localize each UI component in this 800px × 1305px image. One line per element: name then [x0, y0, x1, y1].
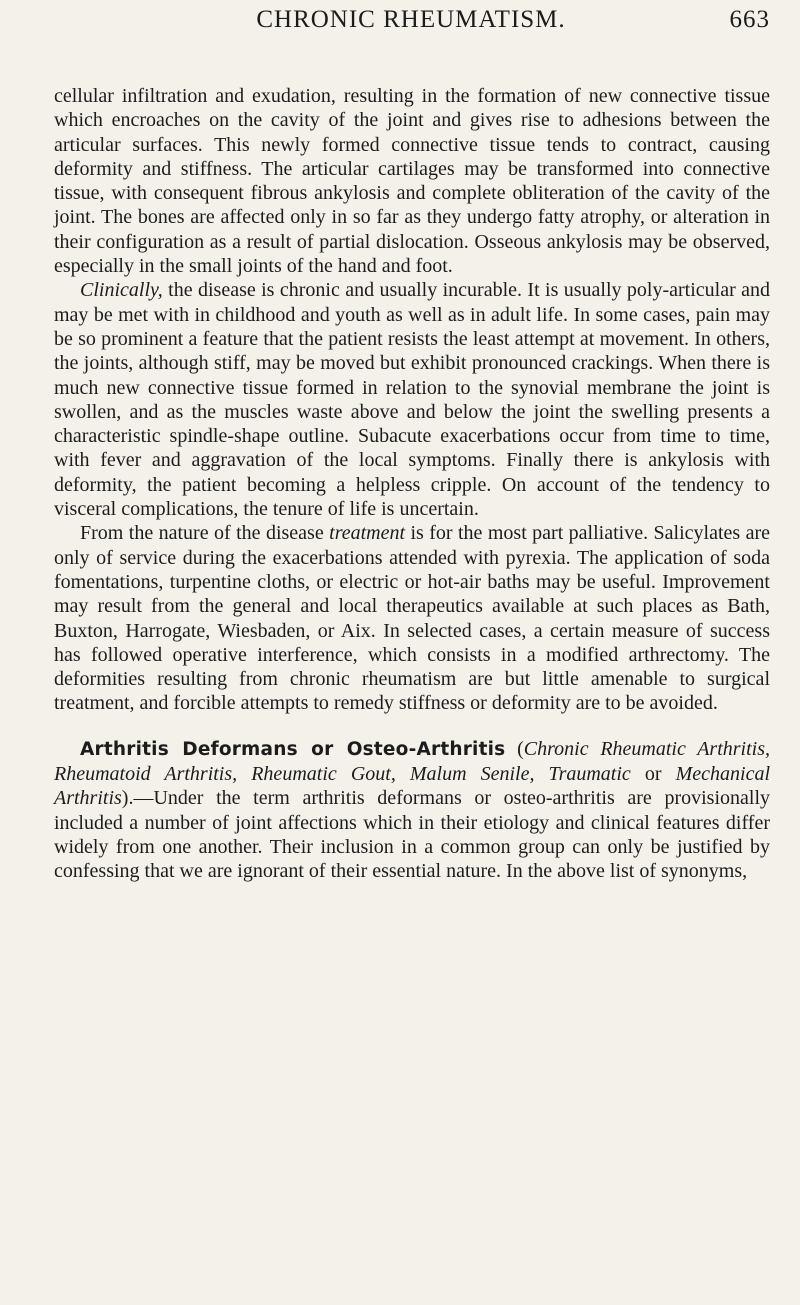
paragraph-text-start: From the nature of the disease: [80, 522, 330, 545]
section-text: —Under the term arthritis deformans or osteo-arthritis are provisionally included a number of joint affections which in their etiology and clinical features differ widely from one another. Their inclusion in a common group can only be justified by confessing that we are ignorant of their essential nature. In the above list of synonyms,: [54, 787, 770, 883]
page-number: 663: [729, 6, 770, 33]
synonyms-or: or: [630, 763, 676, 786]
paragraph-clinically: [54, 278, 770, 521]
running-head: [52, 6, 770, 46]
running-title: CHRONIC RHEUMATISM.: [256, 6, 566, 33]
synonyms-italic-2: Mechanical Arthritis: [54, 763, 770, 810]
paragraph-text-rest: is for the most part palliative. Salicylates are only of service during the exacerbations attended with pyrexia. The application of soda fomentations, turpentine cloths, or electric or hot-air baths may be useful. Improvement may result from the general and local therapeutics available at such places as Bath, Buxton, Harrogate, Wiesbaden, or Aix. In selected cases, a certain measure of success has followed operative interference, which consists in a modified arthrectomy. The deformities resulting from chronic rheumatism are but little amenable to surgical treatment, and forcible attempts to remedy stiffness or deformity are to be avoided.: [54, 522, 770, 715]
paragraph-text: the disease is chronic and usually incurable. It is usually poly-articular and may be met with in childhood and youth as well as in adult life. In some cases, pain may be so prominent a feature that the patient resists the least attempt at movement. In others, the joints, although stiff, may be moved but exhibit pronounced crackings. When there is much new connective tissue formed in relation to the synovial membrane the joint is swollen, and as the muscles waste above and below the joint the swelling presents a characteristic spindle-shape outline. Subacute exacerbations occur from time to time, with fever and aggravation of the local symptoms. Finally there is ankylosis with deformity, the patient becoming a helpless cripple. On account of the tendency to visceral complications, the tenure of life is uncertain.: [54, 279, 770, 521]
body-text: [54, 84, 770, 884]
synonyms-open: (: [505, 737, 524, 760]
italic-lead-clinically: Clinically,: [80, 279, 163, 302]
italic-treatment: treatment: [329, 522, 406, 545]
synonyms-italic: Chronic Rheumatic Arthritis, Rheumatoid Arthritis, Rheumatic Gout, Malum Senile, Traumatic: [54, 737, 770, 786]
section-heading: Arthritis Deformans or Osteo-Arthritis: [80, 738, 506, 760]
paragraph-pathology-continued: [54, 84, 770, 278]
paragraph-treatment: [54, 521, 770, 715]
section-arthritis-deformans: [54, 737, 770, 884]
synonyms-close: ).: [121, 787, 134, 810]
paragraph-text: cellular infiltration and exudation, resulting in the formation of new connective tissue which encroaches on the cavity of the joint and gives rise to adhesions between the articular surfaces. This newly formed connective tissue tends to contract, causing deformity and stiffness. The articular cartilages may be transformed into connective tissue, with consequent fibrous ankylosis and complete obliteration of the cavity of the joint. The bones are affected only in so far as they undergo fatty atrophy, or alteration in their configuration as a result of partial dislocation. Osseous ankylosis may be observed, especially in the small joints of the hand and foot.: [54, 85, 770, 278]
